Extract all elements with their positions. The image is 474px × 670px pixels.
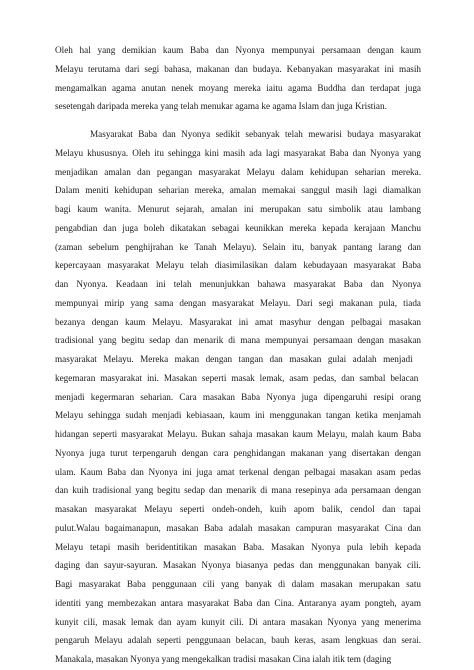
text-line: bagi kaum wanita. Menurut sejarah, amalan ini merupakan satu simbolik atau lambang [55,204,421,214]
text-line: ulam. Kaum Baba dan Nyonya ini juga amat terkenal dengan pelbagai masakan asam pedas [55,466,421,477]
text-line: hidangan seperti masyarakat Melayu. Bukan sahaja masakan kaum Melayu, malah kaum Baba [55,429,421,439]
text-line: Melayu tetapi masih beridentitikan masakan Baba. Masakan Nyonya pula lebih kepada [55,541,421,552]
text-line: kunyit cili, masak lemak dan ayam kunyit cili. Di antara masakan Nyonya yang menerima [55,616,421,627]
text-line: dan kuih tradisional yang begitu sedap dan menarik di mana resepinya ada persamaan dengan [55,485,421,496]
text-line: pulut.Walau bagaimanapun, masakan Baba adalah masakan campuran masyarakat Cina dan [55,522,421,533]
text-line: Melayu sehingga sudah menjadi kebiasaan, kaum ini menggunakan tangan ketika menjamah [55,410,421,421]
text-line: masyarakat Melayu. Mereka makan dengan tangan dan masakan gulai adalah menjadi [55,354,413,364]
text-line: tradisional yang begitu sedap dan menarik di mana mempunyai persamaan dengan masakan [55,335,421,346]
text-line: menjadi kegermaran seharian. Cara masakan Baba Nyonya juga dipengaruhi resipi orang [55,391,421,402]
text-line: Melayu khususnya. Oleh itu sehingga kini masih ada lagi masyarakat Baba dan Nyonya yang [55,147,421,158]
text-line: pengabdian dan juga boleh dikatakan sebagai keunikkan mereka kepada kerajaan Manchu [55,222,421,233]
text-line: (zaman sebelum penghijrahan ke Tanah Melayu). Selain itu, banyak pantang larang dan [55,241,421,252]
text-line: Melayu terutama dari segi bahasa, makanan dan budaya. Kebanyakan masyarakat ini masih [55,63,421,74]
body-text [55,41,421,669]
text-line: kepercayaan masyarakat Melayu telah diasimilasikan dalam kebudayaan masyarakat Baba [55,260,421,271]
text-line: sesetengah daripada mereka yang telah menukar agama ke agama Islam dan juga Kristian. [55,101,387,112]
text-line: pengaruh Melayu adalah seperti penggunaan belacan, bauh keras, asam lengkuas dan serai. [55,635,421,646]
paragraph [55,41,421,116]
text-line: Masyarakat Baba dan Nyonya sedikit sebanyak telah mewarisi budaya masyarakat [90,129,421,139]
text-line: dan Nyonya. Keadaan ini telah menunjukkan bahawa masyarakat Baba dan Nyonya [55,279,421,289]
text-line: menjadikan amalan dan pegangan masyarakat Melayu dalam kehidupan seharian mereka. [55,166,421,177]
text-line: masakan masyarakat Melayu seperti ondeh-ondeh, kuih apom balik, cendol dan tapai [55,504,421,514]
text-line: bezanya dengan kaum Melayu. Masyarakat ini amat masyhur dengan pelbagai masakan [55,316,421,327]
text-line: identiti yang membezakan antara masyarakat Baba dan Cina. Antaranya ayam pongteh, ayam [55,597,422,608]
text-line: Nyonya juga turut terpengaruh dengan cara penghidangan makanan yang disertakan dengan [55,447,421,458]
text-line: Dalam meniti kehidupan seharian mereka, amalan memakai sanggul masih lagi diamalkan [55,185,421,196]
text-line: mempunyai mirip yang sama dengan masyarakat Melayu. Dari segi makanan pula, tiada [55,297,421,308]
text-line: daging dan sayur-sayuran. Masakan Nyonya biasanya pedas dan menggunakan banyak cili. [55,560,421,571]
text-line: Manakala, masakan Nyonya yang mengekalkan tradisi masakan Cina ialah itik tem (daging [55,654,392,664]
paragraph [55,125,421,669]
text-line: kegemaran masyarakat ini. Masakan seperti masak lemak, asam pedas, dan sambal belacan [55,372,419,383]
paragraph-gap [55,116,421,125]
text-line: Oleh hal yang demikian kaum Baba dan Nyonya mempunyai persamaan dengan kaum [55,45,421,55]
text-line: Bagi masyarakat Baba penggunaan cili yang banyak di dalam masakan merupakan satu [55,579,421,589]
text-line: mengamalkan agama anutan nenek moyang mereka iaitu agama Buddha dan terdapat juga [55,82,421,93]
